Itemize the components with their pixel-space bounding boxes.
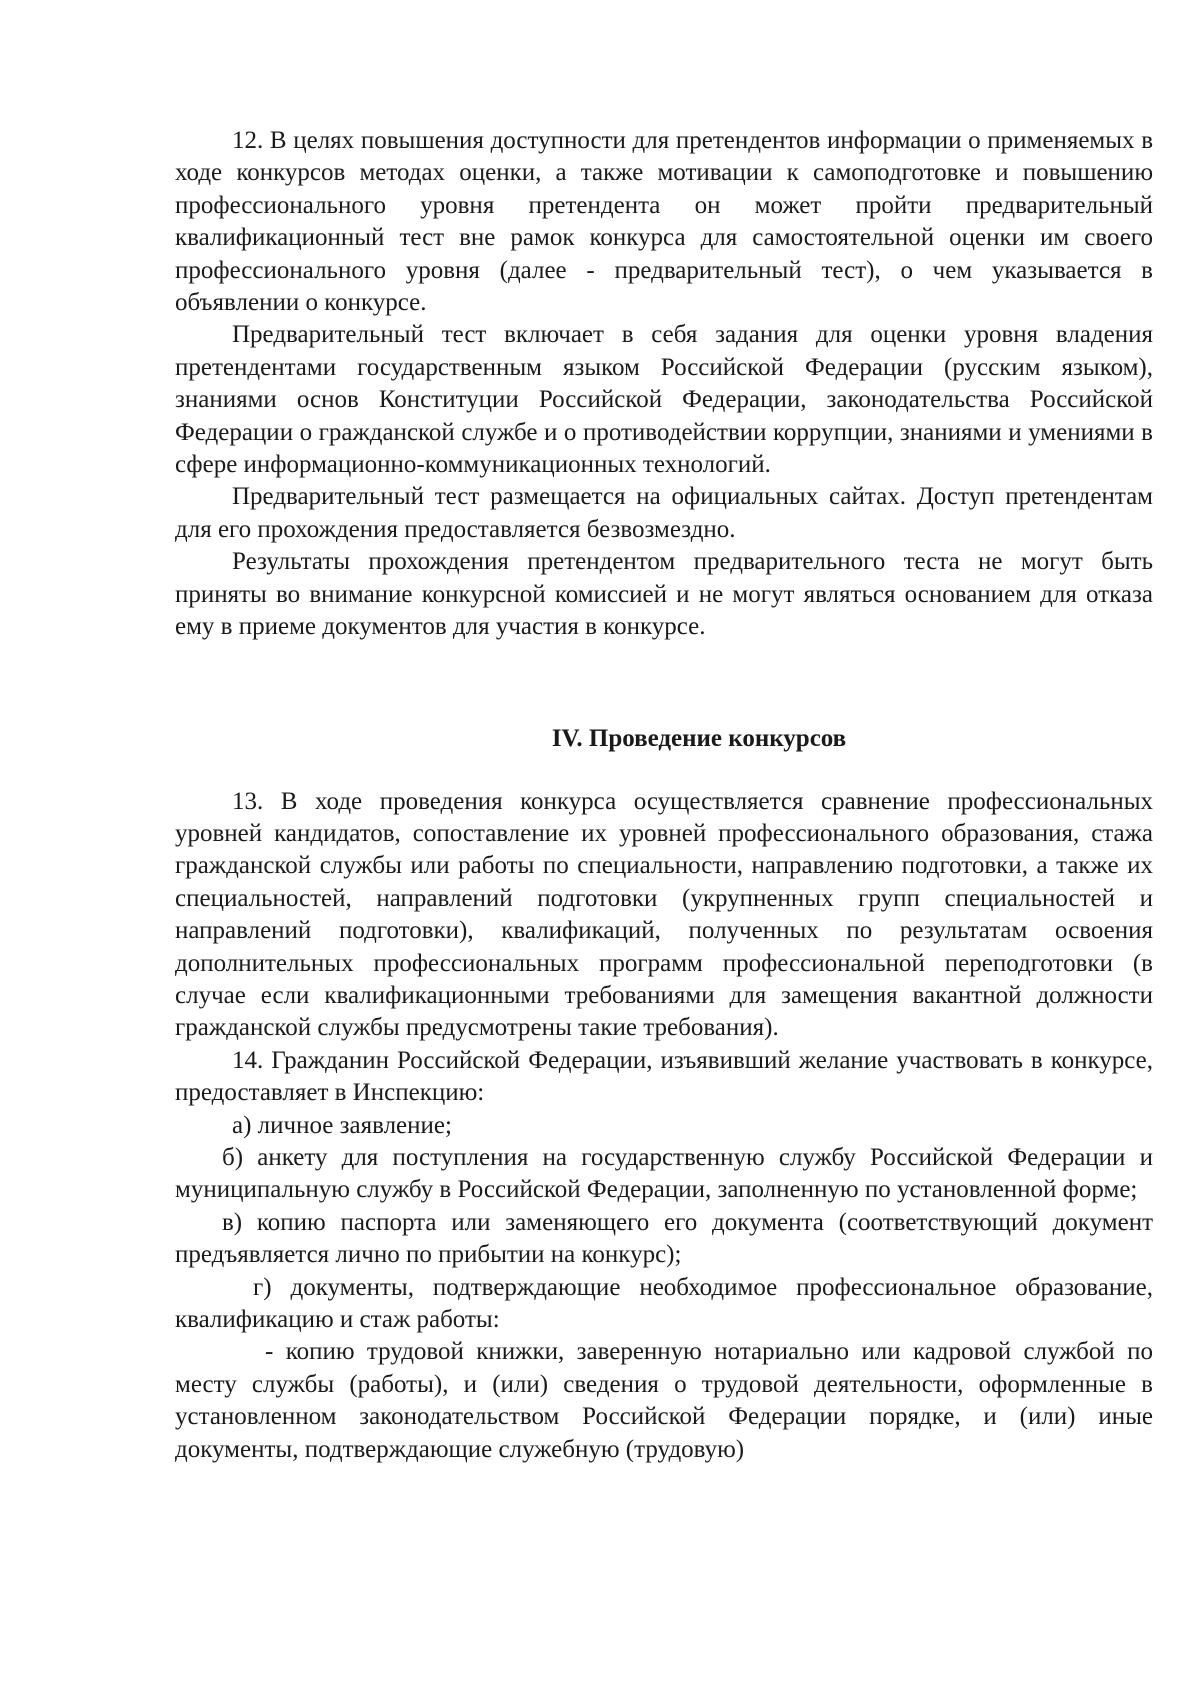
paragraph-preliminary-test-content: Предварительный тест включает в себя задания для оценки уровня владения претендентами государственным языком Российской Федерации (русским языком), знаниями основ Конституции Российской Федерации, законодательства Российской Федерации о гражданской службе и о противодействии коррупции, знаниями и умениями в сфере информационно-коммуникационных технологий. [175, 321, 1153, 479]
paragraph-preliminary-test-access: Предварительный тест размещается на официальных сайтах. Доступ претендентам для его прохождения предоставляется безвозмездно. [175, 483, 1153, 543]
paragraph-12: 12. В целях повышения доступности для претендентов информации о применяемых в ходе конкурсов методах оценки, а также мотивации к самоподготовке и повышению профессионального уровня претендента он может пройти предварительный квалификационный тест вне рамок конкурса для самостоятельной оценки им своего профессионального уровня (далее - предварительный тест), о чем указывается в объявлении о конкурсе. [175, 127, 1153, 317]
paragraph-14: 14. Гражданин Российской Федерации, изъявивший желание участвовать в конкурсе, предоставляет в Инспекцию: [175, 1046, 1153, 1107]
section-heading: IV. Проведение конкурсов [551, 724, 847, 752]
list-item-b: б) анкету для поступления на государственную службу Российской Федерации и муниципальную службу в Российской Федерации, заполненную по установленной форме; [175, 1143, 1153, 1204]
paragraph-preliminary-test-results: Результаты прохождения претендентом предварительного теста не могут быть приняты во внимание конкурсной комиссией и не могут являться основанием для отказа ему в приеме документов для участия в конкурсе. [175, 548, 1153, 641]
list-item-v: в) копию паспорта или заменяющего его документа (соответствующий документ предъявляется лично по прибытии на конкурс); [175, 1208, 1153, 1269]
document-page [175, 125, 1153, 1466]
paragraph-13: 13. В ходе проведения конкурса осуществляется сравнение профессиональных уровней кандидатов, сопоставление их уровней профессионального образования, стажа гражданской службы или работы по специальности, направлению подготовки, а также их специальностей, направлений подготовки (укрупненных групп специальностей и направлений подготовки), квалификаций, полученных по результатам освоения дополнительных профессиональных программ профессиональной переподготовки (в случае если квалификационными требованиями для замещения вакантной должности гражданской службы предусмотрены такие требования). [175, 787, 1153, 1042]
list-item-a: а) личное заявление; [232, 1111, 452, 1139]
list-item-g: г) документы, подтверждающие необходимое профессиональное образование, квалификацию и стаж работы: [175, 1273, 1153, 1333]
list-item-dash-work-book: - копию трудовой книжки, заверенную нотариально или кадровой службой по месту службы (работы), и (или) сведения о трудовой деятельности, оформленные в установленном законодательством Российской Федерации порядке, и (или) иные документы, подтверждающие служебную (трудовую) [175, 1338, 1153, 1463]
